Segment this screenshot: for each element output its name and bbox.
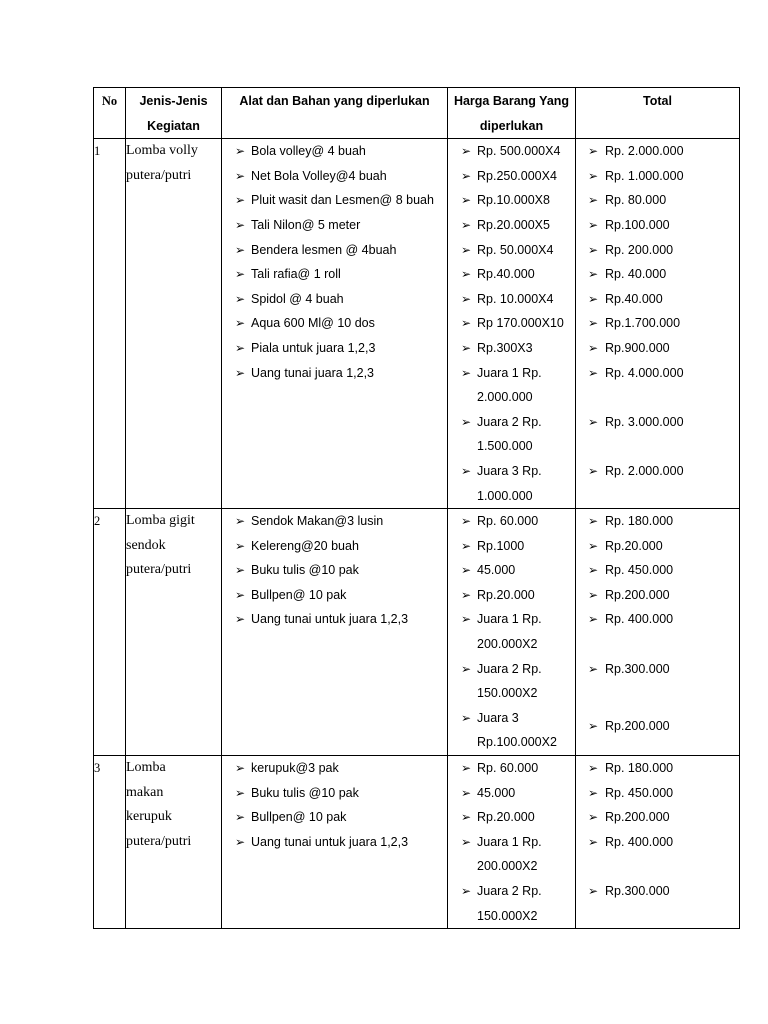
arrow-bullet-icon: ➢ xyxy=(461,414,472,429)
arrow-bullet-icon: ➢ xyxy=(461,761,472,776)
list-item-text: Bullpen@ 10 pak xyxy=(251,587,347,602)
activity-line: sendok xyxy=(126,537,166,553)
list-item-text: Pluit wasit dan Lesmen@ 8 buah xyxy=(251,193,434,208)
list-item-line: Juara 1 Rp. xyxy=(477,834,542,849)
arrow-bullet-icon: ➢ xyxy=(235,612,246,627)
list-item-text: Bola volley@ 4 buah xyxy=(251,144,366,159)
arrow-bullet-icon: ➢ xyxy=(461,538,472,553)
arrow-bullet-icon: ➢ xyxy=(461,587,472,602)
list-item xyxy=(576,164,739,189)
header-harga xyxy=(448,88,576,139)
total-cell xyxy=(576,139,740,509)
header-kegiatan xyxy=(126,88,222,139)
list-item-text: Rp. 40.000 xyxy=(605,267,667,282)
row-number: 1 xyxy=(94,139,126,509)
list-item-text: Rp.300X3 xyxy=(477,340,533,355)
arrow-bullet-icon: ➢ xyxy=(461,514,472,529)
arrow-bullet-icon: ➢ xyxy=(461,193,472,208)
list-item-line: 1.000.000 xyxy=(477,488,533,503)
list-item-line: Juara 1 Rp. xyxy=(477,612,542,627)
list-item xyxy=(576,756,739,781)
list-item-text: Piala untuk juara 1,2,3 xyxy=(251,340,376,355)
list-item xyxy=(448,879,575,928)
list-item xyxy=(448,410,575,459)
items-cell xyxy=(222,509,448,756)
list-item xyxy=(576,558,739,583)
list-item-text: Rp. 3.000.000 xyxy=(605,414,684,429)
activity-line: kerupuk xyxy=(126,809,172,825)
list-item xyxy=(222,188,447,213)
arrow-bullet-icon: ➢ xyxy=(588,718,599,733)
activity-name xyxy=(126,139,222,509)
arrow-bullet-icon: ➢ xyxy=(588,267,599,282)
header-row xyxy=(94,88,740,139)
list-item xyxy=(222,558,447,583)
arrow-bullet-icon: ➢ xyxy=(461,463,472,478)
table-row xyxy=(94,139,740,509)
spacer xyxy=(576,681,739,706)
list-item-text: Rp.300.000 xyxy=(605,884,670,898)
arrow-bullet-icon: ➢ xyxy=(235,538,246,553)
arrow-bullet-icon: ➢ xyxy=(588,365,599,380)
arrow-bullet-icon: ➢ xyxy=(461,144,472,159)
arrow-bullet-icon: ➢ xyxy=(588,340,599,355)
activity-name xyxy=(126,756,222,929)
arrow-bullet-icon: ➢ xyxy=(461,168,472,183)
list-item-text: Rp.200.000 xyxy=(605,718,670,733)
activity-name xyxy=(126,509,222,756)
arrow-bullet-icon: ➢ xyxy=(235,785,246,800)
activity-line: Lomba gigit xyxy=(126,513,195,529)
list-item-text: Rp. 2.000.000 xyxy=(605,463,684,478)
arrow-bullet-icon: ➢ xyxy=(588,587,599,602)
list-item-text: Rp.300.000 xyxy=(605,661,670,676)
list-item xyxy=(448,756,575,781)
arrow-bullet-icon: ➢ xyxy=(235,193,246,208)
list-item xyxy=(448,805,575,830)
list-item-text: Rp.250.000X4 xyxy=(477,168,557,183)
list-item xyxy=(576,583,739,608)
spacer xyxy=(576,854,739,879)
list-item xyxy=(448,459,575,508)
list-item xyxy=(448,311,575,336)
list-item-text: Buku tulis @10 pak xyxy=(251,785,359,800)
price-cell xyxy=(448,509,576,756)
list-item xyxy=(222,534,447,559)
list-item-text: Uang tunai juara 1,2,3 xyxy=(251,365,375,380)
arrow-bullet-icon: ➢ xyxy=(461,291,472,306)
list-item xyxy=(448,262,575,287)
list-item xyxy=(222,830,447,855)
activity-line: makan xyxy=(126,784,164,800)
arrow-bullet-icon: ➢ xyxy=(588,834,599,849)
list-item xyxy=(448,287,575,312)
arrow-bullet-icon: ➢ xyxy=(588,761,599,776)
arrow-bullet-icon: ➢ xyxy=(461,563,472,578)
list-item-text: Rp.1.700.000 xyxy=(605,316,681,331)
list-item-line: Juara 2 Rp. xyxy=(477,661,542,676)
header-harga-line1: Harga Barang Yang xyxy=(453,94,570,108)
arrow-bullet-icon: ➢ xyxy=(461,612,472,627)
list-item-text: Aqua 600 Ml@ 10 dos xyxy=(251,316,375,331)
list-item xyxy=(222,583,447,608)
arrow-bullet-icon: ➢ xyxy=(235,810,246,825)
list-item xyxy=(448,781,575,806)
list-item xyxy=(222,607,447,632)
arrow-bullet-icon: ➢ xyxy=(588,661,599,676)
table-body xyxy=(94,139,740,929)
list-item-text: Uang tunai untuk juara 1,2,3 xyxy=(251,834,409,849)
spacer xyxy=(576,434,739,459)
list-item-text: Sendok Makan@3 lusin xyxy=(251,514,384,529)
total-list xyxy=(576,756,739,904)
arrow-bullet-icon: ➢ xyxy=(235,563,246,578)
list-item-line: Rp.100.000X2 xyxy=(477,735,557,750)
arrow-bullet-icon: ➢ xyxy=(588,884,599,898)
arrow-bullet-icon: ➢ xyxy=(461,365,472,380)
arrow-bullet-icon: ➢ xyxy=(588,168,599,183)
list-item-text: Rp.40.000 xyxy=(477,267,535,282)
list-item xyxy=(448,558,575,583)
list-item xyxy=(222,781,447,806)
list-item xyxy=(576,311,739,336)
list-item xyxy=(576,607,739,632)
list-item-text: Tali Nilon@ 5 meter xyxy=(251,217,361,232)
arrow-bullet-icon: ➢ xyxy=(461,834,472,849)
arrow-bullet-icon: ➢ xyxy=(235,340,246,355)
list-item xyxy=(448,706,575,755)
list-item-text: 45.000 xyxy=(477,785,516,800)
arrow-bullet-icon: ➢ xyxy=(235,144,246,159)
arrow-bullet-icon: ➢ xyxy=(461,884,472,898)
list-item-text: Rp. 60.000 xyxy=(477,514,539,529)
total-list xyxy=(576,509,739,738)
list-item xyxy=(448,188,575,213)
arrow-bullet-icon: ➢ xyxy=(235,316,246,331)
list-item-text: Rp. 4.000.000 xyxy=(605,365,684,380)
list-item-line: Juara 3 xyxy=(477,710,519,725)
list-item xyxy=(448,164,575,189)
list-item-text: Rp. 400.000 xyxy=(605,834,674,849)
list-item xyxy=(222,164,447,189)
list-item-text: Buku tulis @10 pak xyxy=(251,563,359,578)
list-item-text: Rp.900.000 xyxy=(605,340,670,355)
list-item-line: 2.000.000 xyxy=(477,390,533,405)
list-item-line: 200.000X2 xyxy=(477,637,538,652)
list-item xyxy=(222,336,447,361)
list-item xyxy=(222,238,447,263)
list-item xyxy=(576,213,739,238)
arrow-bullet-icon: ➢ xyxy=(588,291,599,306)
list-item-text: Uang tunai untuk juara 1,2,3 xyxy=(251,612,409,627)
list-item xyxy=(448,139,575,164)
list-item xyxy=(222,213,447,238)
arrow-bullet-icon: ➢ xyxy=(235,242,246,257)
list-item-text: Rp. 50.000X4 xyxy=(477,242,554,257)
list-item-text: Rp. 2.000.000 xyxy=(605,144,684,159)
arrow-bullet-icon: ➢ xyxy=(461,710,472,725)
list-item-line: 150.000X2 xyxy=(477,686,538,701)
activity-line: Lomba xyxy=(126,760,166,776)
list-item-line: 200.000X2 xyxy=(477,859,538,874)
table-row xyxy=(94,756,740,929)
arrow-bullet-icon: ➢ xyxy=(235,834,246,849)
arrow-bullet-icon: ➢ xyxy=(235,217,246,232)
arrow-bullet-icon: ➢ xyxy=(588,193,599,208)
list-item xyxy=(448,361,575,410)
activity-line: putera/putri xyxy=(126,167,192,183)
items-list xyxy=(222,509,447,632)
list-item xyxy=(576,459,739,484)
arrow-bullet-icon: ➢ xyxy=(588,810,599,825)
arrow-bullet-icon: ➢ xyxy=(461,217,472,232)
arrow-bullet-icon: ➢ xyxy=(235,267,246,282)
items-cell xyxy=(222,756,448,929)
arrow-bullet-icon: ➢ xyxy=(461,316,472,331)
list-item xyxy=(576,657,739,682)
list-item-text: Rp. 180.000 xyxy=(605,761,674,776)
price-list xyxy=(448,756,575,928)
list-item-text: Rp.200.000 xyxy=(605,587,670,602)
arrow-bullet-icon: ➢ xyxy=(588,514,599,529)
price-cell xyxy=(448,756,576,929)
list-item-text: Rp. 500.000X4 xyxy=(477,144,561,159)
list-item xyxy=(576,361,739,386)
arrow-bullet-icon: ➢ xyxy=(588,538,599,553)
list-item-text: Rp.20.000 xyxy=(477,587,535,602)
arrow-bullet-icon: ➢ xyxy=(235,168,246,183)
list-item xyxy=(448,607,575,656)
arrow-bullet-icon: ➢ xyxy=(461,242,472,257)
list-item-text: Bullpen@ 10 pak xyxy=(251,810,347,825)
list-item-text: Rp.20.000 xyxy=(605,538,663,553)
list-item-text: Rp.100.000 xyxy=(605,217,670,232)
list-item-text: Kelereng@20 buah xyxy=(251,538,359,553)
table-row xyxy=(94,509,740,756)
list-item-text: Bendera lesmen @ 4buah xyxy=(251,242,397,257)
list-item xyxy=(222,361,447,386)
header-alat: Alat dan Bahan yang diperlukan xyxy=(222,88,448,139)
arrow-bullet-icon: ➢ xyxy=(588,785,599,800)
list-item-text: Rp 170.000X10 xyxy=(477,316,564,331)
list-item xyxy=(576,805,739,830)
items-list xyxy=(222,756,447,854)
list-item-line: 150.000X2 xyxy=(477,908,538,923)
arrow-bullet-icon: ➢ xyxy=(235,587,246,602)
list-item xyxy=(576,188,739,213)
arrow-bullet-icon: ➢ xyxy=(588,217,599,232)
list-item xyxy=(448,534,575,559)
list-item-text: Rp. 450.000 xyxy=(605,563,674,578)
items-list xyxy=(222,139,447,385)
items-cell xyxy=(222,139,448,509)
list-item-text: Rp. 60.000 xyxy=(477,761,539,776)
spacer xyxy=(576,385,739,410)
list-item-text: Rp.40.000 xyxy=(605,291,663,306)
arrow-bullet-icon: ➢ xyxy=(588,563,599,578)
list-item-text: Rp. 80.000 xyxy=(605,193,667,208)
list-item-text: Net Bola Volley@4 buah xyxy=(251,168,387,183)
list-item-text: Rp. 450.000 xyxy=(605,785,674,800)
spacer xyxy=(576,632,739,657)
arrow-bullet-icon: ➢ xyxy=(588,316,599,331)
total-cell xyxy=(576,756,740,929)
arrow-bullet-icon: ➢ xyxy=(588,463,599,478)
header-kegiatan-line1: Jenis-Jenis xyxy=(139,94,208,108)
list-item-text: Rp. 400.000 xyxy=(605,612,674,627)
row-number: 3 xyxy=(94,756,126,929)
list-item xyxy=(448,583,575,608)
list-item xyxy=(576,238,739,263)
list-item xyxy=(448,238,575,263)
arrow-bullet-icon: ➢ xyxy=(588,612,599,627)
list-item-line: Juara 3 Rp. xyxy=(477,463,542,478)
list-item xyxy=(448,336,575,361)
list-item-text: Spidol @ 4 buah xyxy=(251,291,344,306)
price-cell xyxy=(448,139,576,509)
arrow-bullet-icon: ➢ xyxy=(461,810,472,825)
total-cell xyxy=(576,509,740,756)
list-item-text: Rp.20.000 xyxy=(477,810,535,825)
list-item xyxy=(222,262,447,287)
list-item xyxy=(576,534,739,559)
list-item xyxy=(576,287,739,312)
list-item-text: Rp. 10.000X4 xyxy=(477,291,554,306)
list-item xyxy=(576,830,739,855)
arrow-bullet-icon: ➢ xyxy=(588,242,599,257)
list-item-text: Rp. 1.000.000 xyxy=(605,168,684,183)
activity-line: putera/putri xyxy=(126,833,192,849)
activity-line: Lomba volly xyxy=(126,143,198,159)
list-item xyxy=(576,139,739,164)
header-no: No xyxy=(94,88,126,139)
list-item xyxy=(576,879,739,904)
list-item xyxy=(576,509,739,534)
list-item-text: Rp.200.000 xyxy=(605,810,670,825)
arrow-bullet-icon: ➢ xyxy=(588,144,599,159)
header-harga-line2: diperlukan xyxy=(479,118,544,133)
arrow-bullet-icon: ➢ xyxy=(235,761,246,776)
arrow-bullet-icon: ➢ xyxy=(588,414,599,429)
list-item-text: Rp. 180.000 xyxy=(605,514,674,529)
list-item-line: 1.500.000 xyxy=(477,439,533,454)
header-total: Total xyxy=(576,88,740,139)
list-item xyxy=(576,714,739,739)
list-item-text: Rp.1000 xyxy=(477,538,525,553)
arrow-bullet-icon: ➢ xyxy=(235,514,246,529)
list-item xyxy=(448,657,575,706)
list-item-text: Tali rafia@ 1 roll xyxy=(251,267,341,282)
list-item-line: Juara 2 Rp. xyxy=(477,414,542,429)
arrow-bullet-icon: ➢ xyxy=(461,340,472,355)
list-item-text: Rp.10.000X8 xyxy=(477,193,550,208)
list-item-text: Rp.20.000X5 xyxy=(477,217,550,232)
list-item-text: kerupuk@3 pak xyxy=(251,761,339,776)
list-item xyxy=(448,509,575,534)
list-item-line: Juara 2 Rp. xyxy=(477,884,542,898)
list-item-line: Juara 1 Rp. xyxy=(477,365,542,380)
list-item xyxy=(222,287,447,312)
list-item-text: 45.000 xyxy=(477,563,516,578)
list-item xyxy=(448,213,575,238)
list-item xyxy=(222,311,447,336)
list-item xyxy=(576,336,739,361)
list-item xyxy=(222,509,447,534)
budget-table xyxy=(93,87,740,929)
price-list xyxy=(448,139,575,508)
price-list xyxy=(448,509,575,755)
list-item xyxy=(222,139,447,164)
list-item xyxy=(222,805,447,830)
activity-line: putera/putri xyxy=(126,562,192,578)
arrow-bullet-icon: ➢ xyxy=(235,365,246,380)
header-kegiatan-line2: Kegiatan xyxy=(147,118,200,133)
total-list xyxy=(576,139,739,483)
list-item xyxy=(576,262,739,287)
arrow-bullet-icon: ➢ xyxy=(461,267,472,282)
arrow-bullet-icon: ➢ xyxy=(461,661,472,676)
list-item xyxy=(448,830,575,879)
list-item xyxy=(222,756,447,781)
row-number: 2 xyxy=(94,509,126,756)
list-item-text: Rp. 200.000 xyxy=(605,242,674,257)
list-item xyxy=(576,781,739,806)
arrow-bullet-icon: ➢ xyxy=(235,291,246,306)
arrow-bullet-icon: ➢ xyxy=(461,785,472,800)
list-item xyxy=(576,410,739,435)
